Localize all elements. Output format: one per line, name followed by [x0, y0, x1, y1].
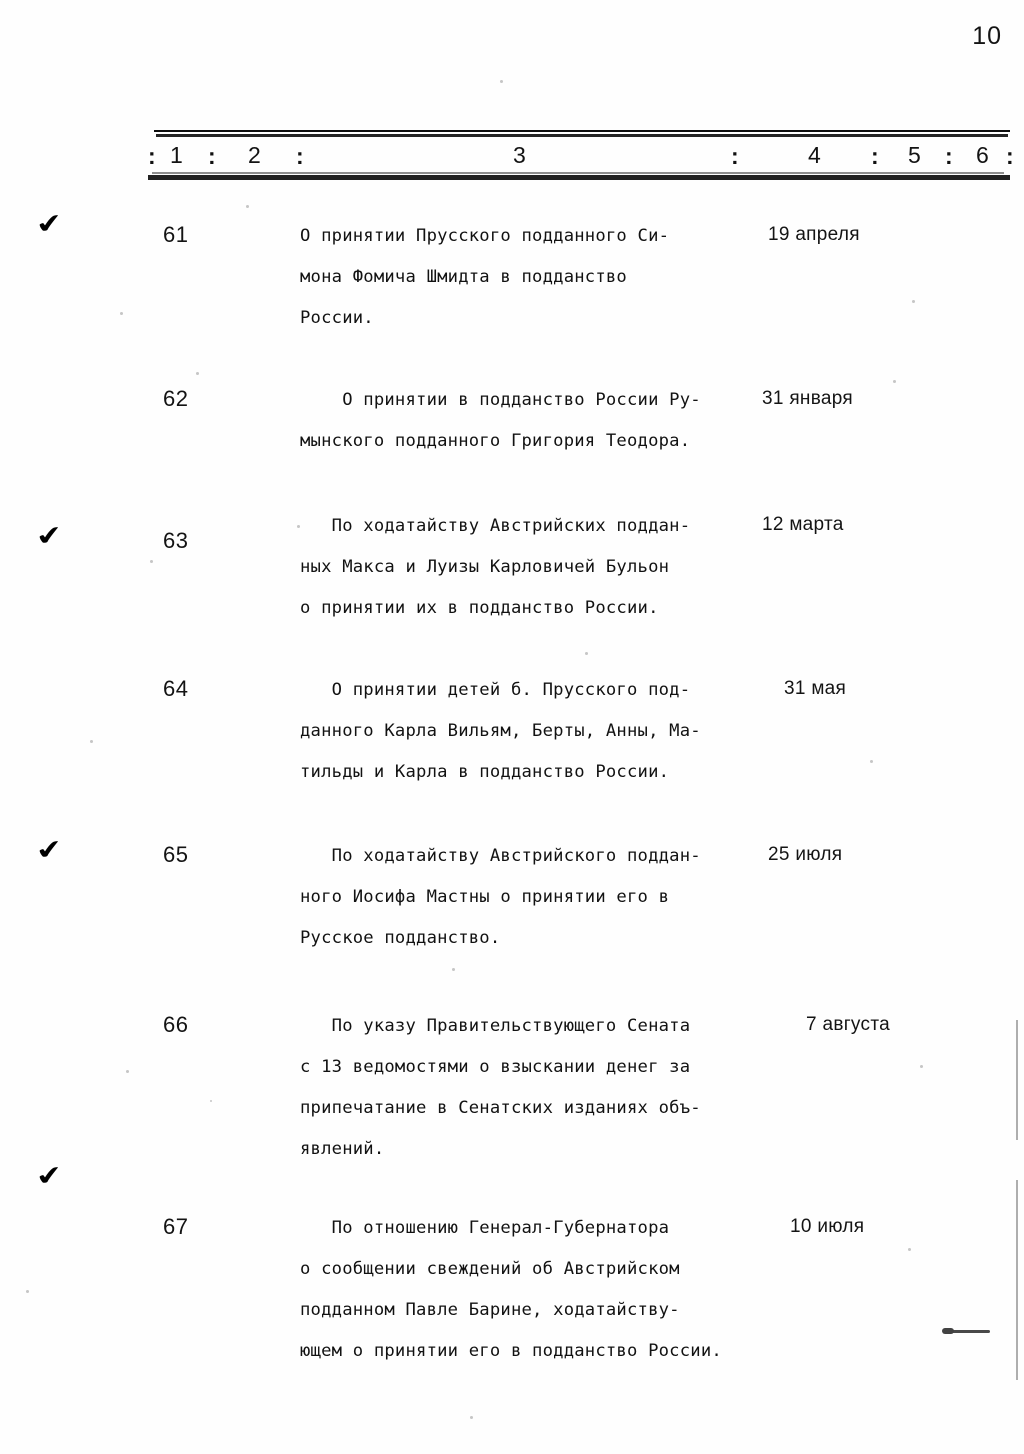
scan-speck: [150, 560, 153, 563]
scan-speck: [870, 760, 873, 763]
entry-number: 63: [163, 528, 189, 553]
column-separator: :: [208, 143, 216, 169]
column-separator: :: [1006, 143, 1014, 169]
scan-speck: [90, 740, 93, 743]
entry-line: ного Иосифа Мастны о принятии его в: [300, 887, 670, 907]
entry-line: По ходатайству Австрийских поддан-: [300, 516, 691, 536]
entry-line: данного Карла Вильям, Берты, Анны, Ма-: [300, 721, 701, 741]
entry-number: 61: [163, 222, 189, 247]
scan-speck: [585, 652, 588, 655]
entry-line: о сообщении свеждений об Австрийском: [300, 1259, 680, 1279]
entry-line: о принятии их в подданство России.: [300, 598, 659, 618]
entry-line: Русское подданство.: [300, 928, 501, 948]
margin-checkmark-icon: [33, 834, 66, 867]
entry-number: 67: [163, 1214, 189, 1239]
margin-checkmark-glyph: ✔: [33, 1160, 66, 1193]
scan-speck: [893, 380, 896, 383]
scan-speck: [912, 300, 915, 303]
column-separator: :: [945, 143, 953, 169]
entry-number: 62: [163, 386, 189, 411]
entry-line: О принятии Прусского подданного Си-: [300, 226, 670, 246]
entry-description: [300, 380, 760, 462]
scan-dash-artifact: [946, 1330, 990, 1333]
entry-line: О принятии в подданство России Ру-: [300, 390, 701, 410]
entry-line: ющем о принятии его в подданство России.: [300, 1341, 722, 1361]
entry-number: 66: [163, 1012, 189, 1037]
entry-line: мона Фомича Шмидта в подданство: [300, 267, 627, 287]
header-rule-thin: [154, 130, 1010, 132]
table-column-header: [148, 128, 1014, 180]
entry-number: 65: [163, 842, 189, 867]
entry-description: [300, 1006, 820, 1170]
entry-line: припечатание в Сенатских изданиях объ-: [300, 1098, 701, 1118]
entry-description: [300, 836, 760, 959]
margin-checkmark-glyph: ✔: [33, 208, 66, 241]
entry-line: мынского подданного Григория Теодора.: [300, 431, 691, 451]
scan-speck: [500, 80, 503, 83]
entry-description: [300, 216, 760, 339]
column-separator: :: [148, 143, 156, 169]
column-number-row: [148, 140, 1014, 174]
column-number-5: 5: [908, 142, 921, 168]
scan-speck: [920, 1065, 923, 1068]
column-separator: :: [731, 143, 739, 169]
column-number-6: 6: [976, 142, 989, 168]
entry-line: О принятии детей б. Прусского под-: [300, 680, 691, 700]
scan-speck: [210, 1100, 212, 1102]
scan-speck: [120, 312, 123, 315]
margin-checkmark-glyph: ✔: [33, 520, 66, 553]
margin-checkmark-icon: [33, 520, 66, 553]
header-rule-bottom: [148, 175, 1010, 180]
entry-date: 19 апреля: [768, 224, 860, 245]
scan-speck: [126, 1070, 129, 1073]
header-rule-thick-top: [156, 134, 1008, 137]
entry-number: 64: [163, 676, 189, 701]
entry-date: 12 марта: [762, 514, 844, 535]
scan-speck: [452, 968, 455, 971]
entry-description: [300, 670, 760, 793]
margin-checkmark-icon: [33, 1160, 66, 1193]
entry-date: 10 июля: [790, 1216, 865, 1237]
entry-line: По отношению Генерал-Губернатора: [300, 1218, 670, 1238]
column-separator: :: [296, 143, 304, 169]
column-separator: :: [871, 143, 879, 169]
entry-line: явлений.: [300, 1139, 385, 1159]
entry-line: с 13 ведомостями о взыскании денег за: [300, 1057, 691, 1077]
scan-speck: [470, 1416, 473, 1419]
margin-checkmark-glyph: ✔: [33, 834, 66, 867]
page-number: 10: [972, 22, 1002, 50]
column-number-2: 2: [248, 142, 261, 168]
entry-line: тильды и Карла в подданство России.: [300, 762, 670, 782]
entry-date: 7 августа: [806, 1014, 890, 1035]
entry-line: подданном Павле Барине, ходатайству-: [300, 1300, 680, 1320]
scan-edge-artifact: [1016, 1020, 1018, 1140]
entry-description: [300, 506, 760, 629]
entry-date: 25 июля: [768, 844, 843, 865]
column-number-4: 4: [808, 142, 821, 168]
scan-speck: [246, 205, 249, 208]
column-number-1: 1: [170, 142, 183, 168]
entry-line: ных Макса и Луизы Карловичей Бульон: [300, 557, 670, 577]
column-number-3: 3: [513, 142, 526, 168]
scan-speck: [908, 1248, 911, 1251]
margin-checkmark-icon: [33, 208, 66, 241]
scan-speck: [196, 372, 199, 375]
entry-description: [300, 1208, 840, 1372]
scan-speck: [297, 525, 300, 528]
scan-speck: [26, 1290, 29, 1293]
entry-line: По ходатайству Австрийского поддан-: [300, 846, 701, 866]
entry-line: России.: [300, 308, 374, 328]
entry-line: По указу Правительствующего Сената: [300, 1016, 691, 1036]
entry-date: 31 января: [762, 388, 853, 409]
entry-date: 31 мая: [784, 678, 847, 699]
scan-edge-artifact: [1016, 1180, 1018, 1380]
